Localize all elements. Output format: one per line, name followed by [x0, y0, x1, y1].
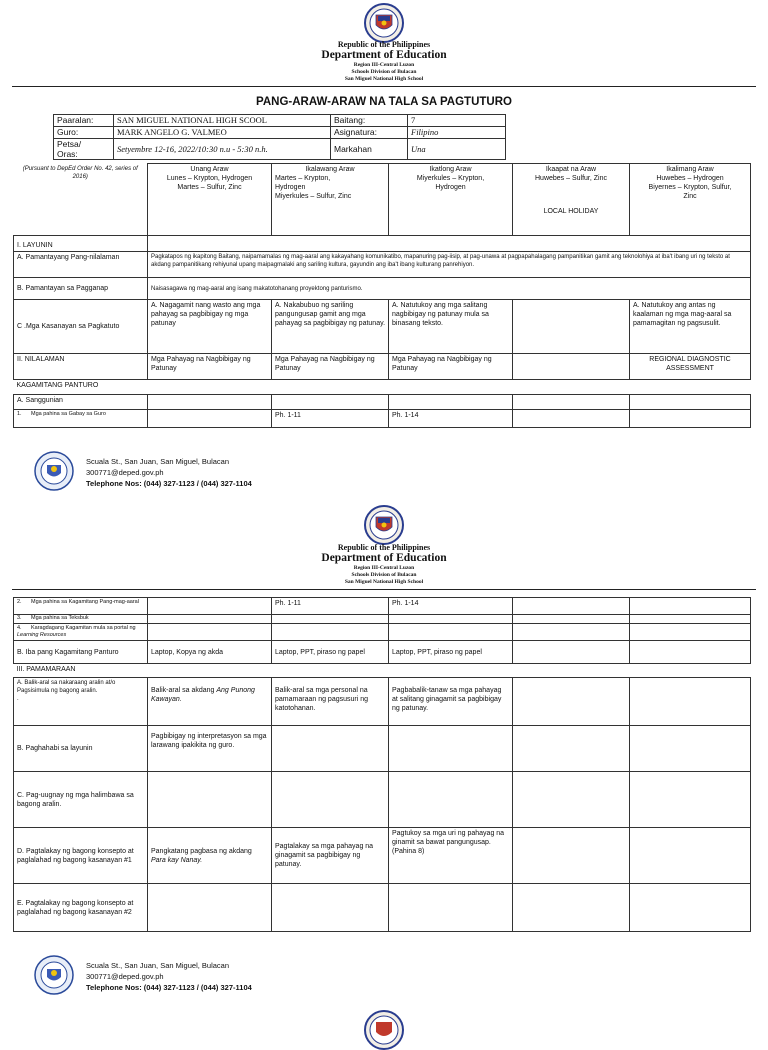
kagamitang-mag-aaral-label	[14, 598, 148, 615]
r2-day3: Ph. 1-14	[389, 598, 513, 615]
footer-address: Scuala St., San Juan, San Miguel, Bulacan	[86, 457, 230, 466]
department-title: Department of Education	[321, 49, 447, 61]
footer-page2	[86, 960, 252, 993]
r3-day1	[148, 615, 272, 624]
r2-day5	[630, 598, 751, 615]
pagtalakay-1-day1	[148, 828, 272, 884]
sanggunian-day2	[272, 395, 389, 410]
paghahabi-day3	[389, 726, 513, 772]
r3-day3	[389, 615, 513, 624]
school-text-page2: San Miguel National High School	[344, 579, 424, 585]
day2-line3: Miyerkules – Sulfur, Zinc	[275, 193, 352, 200]
day4-header	[513, 164, 630, 236]
pag-uugnay-day2	[272, 772, 389, 828]
paghahabi-day5	[630, 726, 751, 772]
footer-email: 300771@deped.gov.ph	[86, 468, 164, 477]
r3-num: 3.	[17, 615, 22, 621]
info-table	[53, 114, 506, 160]
oras-label-text: Oras:	[57, 149, 78, 159]
balik-aral-dot: .	[17, 696, 19, 702]
pagtalakay-2-day3	[389, 884, 513, 932]
pagtalakay-2-day2	[272, 884, 389, 932]
deped-seal-icon-page3	[364, 1010, 404, 1050]
gabay-day5	[630, 410, 751, 428]
balik-aral-day1-italic: Ang Punong Kawayan.	[151, 687, 255, 703]
deped-footer-seal-icon-page2	[34, 955, 74, 995]
lesson-table-page1	[13, 163, 751, 428]
kagamitan-heading: KAGAMITANG PANTURO	[14, 380, 751, 395]
r4-day2	[272, 624, 389, 641]
nilalaman-day4	[513, 354, 630, 380]
day3-title: Ikatlong Araw	[429, 166, 472, 173]
day1-line2: Martes – Sulfur, Zinc	[177, 184, 242, 191]
day2-line1: Martes – Krypton,	[275, 175, 331, 182]
republic-text: Republic of the Philippines	[337, 40, 431, 49]
footer-address-page2: Scuala St., San Juan, San Miguel, Bulacan	[86, 961, 230, 970]
page-title: PANG-ARAW-ARAW NA TALA SA PAGTUTURO	[256, 96, 512, 108]
balik-aral-day3: Pagbabalik-tanaw sa mga pahayag at salitang ginagamit sa pagbibigay ng patunay.	[389, 678, 513, 726]
r4-italic: Learning Resources	[17, 632, 67, 638]
pagtalakay-2-day5	[630, 884, 751, 932]
gabay-day4	[513, 410, 630, 428]
pag-uugnay-day5	[630, 772, 751, 828]
asignatura-value: Filipino	[408, 127, 506, 139]
r2-num: 2.	[17, 599, 22, 605]
pamantayang-nilalaman-label: A. Pamantayang Pang-nilalaman	[14, 252, 148, 278]
sanggunian-label: A. Sanggunian	[14, 395, 148, 410]
guro-label: Guro:	[54, 127, 114, 139]
r4-text: Karagdagang Kagamitan mula sa portal ng	[31, 625, 136, 631]
pagtalakay-1-day3: Pagtukoy sa mga uri ng pahayag na ginamit sa bawat pangungusap. (Pahina 8)	[389, 828, 513, 884]
day4-title: Ikaapat na Araw	[545, 166, 597, 173]
pag-uugnay-label: C. Pag-uugnay ng mga halimbawa sa bagong aralin.	[14, 772, 148, 828]
pamantayan-pagganap-text: Naisasagawa ng mag-aaral ang isang makatotohanang proyektong panturismo.	[148, 278, 751, 300]
r2-text: Mga pahina sa Kagamitang Pang-mag-aaral	[31, 599, 139, 605]
baitang-label: Baitang:	[331, 115, 408, 127]
pagtalakay-1-day5	[630, 828, 751, 884]
deped-seal-icon-page2	[364, 505, 404, 545]
deped-order-note: (Pursuant to DepEd Order No. 42, series of 2016)	[22, 165, 138, 180]
layunin-heading: I. LAYUNIN	[14, 236, 148, 252]
nilalaman-heading: II. NILALAMAN	[14, 354, 148, 380]
department-title-page2: Department of Education	[321, 552, 447, 564]
kagamitan-day5	[630, 641, 751, 664]
teksbuk-label	[14, 615, 148, 624]
day1-title: Unang Araw	[190, 166, 229, 173]
kagamitan-day3: Laptop, PPT, piraso ng papel	[389, 641, 513, 664]
pagtalakay-2-day1	[148, 884, 272, 932]
paaralan-label: Paaralan:	[54, 115, 114, 127]
balik-aral-day1	[148, 678, 272, 726]
deped-seal-icon	[364, 3, 404, 43]
layunin-empty	[148, 236, 751, 252]
pag-uugnay-day4	[513, 772, 630, 828]
kagamitan-day1: Laptop, Kopya ng akda	[148, 641, 272, 664]
sanggunian-day4	[513, 395, 630, 410]
r2-day1	[148, 598, 272, 615]
kagamitan-day4	[513, 641, 630, 664]
balik-aral-label	[14, 678, 148, 726]
sanggunian-day1	[148, 395, 272, 410]
day1-line1: Lunes – Krypton, Hydrogen	[166, 175, 253, 182]
balik-aral-day1-text: Balik-aral sa akdang	[151, 687, 217, 694]
paghahabi-day4	[513, 726, 630, 772]
pamantayang-nilalaman-text: Pagkatapos ng ikapitong Baitang, naipamamalas ng mag-aaral ang kakayahang komunikatibo, mapanuring pag-iisip, at pag-unawa at pagpapahalagang pampanitikan gamit ang teknolohiya at iba't ibang uri ng teksto at akdang pampanitikang rehiyunal upang maipagmalaki ang sariling kultura, gayundin ang iba't ibang kulturang panrehiyon.	[148, 252, 751, 278]
kasanayan-day1: A. Nagagamit nang wasto ang mga pahayag sa pagbibigay ng mga patunay	[148, 300, 272, 354]
balik-aral-day4	[513, 678, 630, 726]
iba-pang-kagamitan-label: B. Iba pang Kagamitang Panturo	[14, 641, 148, 664]
pamantayan-pagganap-label: B. Pamantayan sa Pagganap	[14, 278, 148, 300]
day5-header	[630, 164, 751, 236]
r4-day4	[513, 624, 630, 641]
footer-phone-page2: Telephone Nos: (044) 327-1123 / (044) 327-1104	[86, 983, 252, 992]
kasanayan-day5: A. Natutukoy ang antas ng kaalaman ng mga mag-aaral sa pamamagitan ng pagsusulit.	[630, 300, 751, 354]
paghahabi-label: B. Paghahabi sa layunin	[14, 726, 148, 772]
division-text-page2: Schools Division of Bulacan	[351, 572, 417, 578]
kasanayan-day2: A. Nakabubuo ng sariling pangungusap gamit ang mga pahayag sa pagbibigay ng patunay.	[272, 300, 389, 354]
paghahabi-day1: Pagbibigay ng interpretasyon sa mga larawang ipakikita ng guro.	[148, 726, 272, 772]
kasanayan-day3: A. Natutukoy ang mga salitang nagbibigay ng patunay mula sa binasang teksto.	[389, 300, 513, 354]
day1-header	[148, 164, 272, 236]
kagamitan-day2: Laptop, PPT, piraso ng papel	[272, 641, 389, 664]
pag-uugnay-day3	[389, 772, 513, 828]
markahan-label: Markahan	[331, 139, 408, 160]
division-text: Schools Division of Bulacan	[351, 69, 417, 75]
gabay-guro-label	[14, 410, 148, 428]
gabay-day1	[148, 410, 272, 428]
footer-phone: Telephone Nos: (044) 327-1123 / (044) 327-1104	[86, 479, 252, 488]
nilalaman-day3: Mga Pahayag na Nagbibigay ng Patunay	[389, 354, 513, 380]
header-divider-page2	[12, 589, 756, 590]
region-text-page2: Region III-Central Luzon	[353, 565, 415, 571]
petsa-label	[54, 139, 114, 160]
gabay-text: Mga pahina sa Gabay sa Guro	[31, 411, 106, 417]
day3-line2: Hydrogen	[435, 184, 466, 191]
region-text: Region III-Central Luzon	[353, 62, 415, 68]
day3-header	[389, 164, 513, 236]
markahan-value: Una	[408, 139, 506, 160]
balik-aral-day2: Balik-aral sa mga personal na pamamaraan ng pagsusuri ng katotohanan.	[272, 678, 389, 726]
r4-num: 4.	[17, 625, 22, 631]
r4-day5	[630, 624, 751, 641]
header-divider	[12, 86, 756, 87]
r2-day4	[513, 598, 630, 615]
r4-day3	[389, 624, 513, 641]
day5-line1: Huwebes – Hydrogen	[656, 175, 724, 182]
day4-line1: Huwebes – Sulfur, Zinc	[535, 175, 607, 182]
sanggunian-day3	[389, 395, 513, 410]
r4-day1	[148, 624, 272, 641]
day5-line2: Biyernes – Krypton, Sulfur,	[648, 184, 732, 191]
paghahabi-day2	[272, 726, 389, 772]
balik-aral-text: A. Balik-aral sa nakaraang aralin at/o Pagsisimula ng bagong aralin.	[17, 680, 116, 694]
day2-header	[272, 164, 389, 236]
petsa-value: Setyembre 12-16, 2022/10:30 n.u - 5:30 n.h.	[114, 139, 331, 160]
baitang-value: 7	[408, 115, 506, 127]
pag-uugnay-day1	[148, 772, 272, 828]
r3-text: Mga pahina sa Teksbuk	[31, 615, 89, 621]
r3-day5	[630, 615, 751, 624]
nilalaman-day1: Mga Pahayag na Nagbibigay ng Patunay	[148, 354, 272, 380]
footer-email-page2: 300771@deped.gov.ph	[86, 972, 164, 981]
day5-line3: Zinc	[683, 193, 697, 200]
local-holiday-label: LOCAL HOLIDAY	[543, 208, 599, 215]
nilalaman-day2: Mga Pahayag na Nagbibigay ng Patunay	[272, 354, 389, 380]
sanggunian-day5	[630, 395, 751, 410]
deped-footer-seal-icon	[34, 451, 74, 491]
guro-value: MARK ANGELO G. VALMEO	[114, 127, 331, 139]
r2-day2: Ph. 1-11	[272, 598, 389, 615]
nilalaman-day5: REGIONAL DIAGNOSTIC ASSESSMENT	[630, 354, 751, 380]
gabay-day3: Ph. 1-14	[389, 410, 513, 428]
pagtalakay-1-day2: Pagtalakay sa mga pahayag na ginagamit sa pagbibigay ng patunay.	[272, 828, 389, 884]
day5-title: Ikalimang Araw	[666, 166, 714, 173]
pagtalakay-1-day1-text: Pangkatang pagbasa ng akdang	[151, 847, 252, 855]
school-text: San Miguel National High School	[344, 76, 424, 82]
asignatura-label: Asignatura:	[331, 127, 408, 139]
gabay-day2: Ph. 1-11	[272, 410, 389, 428]
day2-line2: Hydrogen	[275, 184, 306, 191]
lesson-table-page2	[13, 597, 751, 932]
balik-aral-day5	[630, 678, 751, 726]
paaralan-value: SAN MIGUEL NATIONAL HIGH SCOOL	[114, 115, 331, 127]
r3-day2	[272, 615, 389, 624]
learning-resources-label	[14, 624, 148, 641]
pamamaraan-heading: III. PAMAMARAAN	[14, 664, 751, 678]
gabay-num: 1.	[17, 411, 22, 417]
pagtalakay-2-label: E. Pagtalakay ng bagong konsepto at paglalahad ng bagong kasanayan #2	[14, 884, 148, 932]
petsa-label-text: Petsa/	[57, 139, 82, 149]
day2-title: Ikalawang Araw	[305, 166, 355, 173]
republic-text-page2: Republic of the Philippines	[337, 543, 431, 552]
kasanayan-label: C .Mga Kasanayan sa Pagkatuto	[14, 300, 148, 354]
kasanayan-day4	[513, 300, 630, 354]
pagtalakay-1-label: D. Pagtalakay ng bagong konsepto at paglalahad ng bagong kasanayan #1	[14, 828, 148, 884]
day3-line1: Miyerkules – Krypton,	[416, 175, 485, 182]
pagtalakay-1-day1-italic: Para kay Nanay.	[151, 856, 203, 864]
pagtalakay-2-day4	[513, 884, 630, 932]
footer-page1	[86, 456, 252, 489]
r3-day4	[513, 615, 630, 624]
pagtalakay-1-day4	[513, 828, 630, 884]
